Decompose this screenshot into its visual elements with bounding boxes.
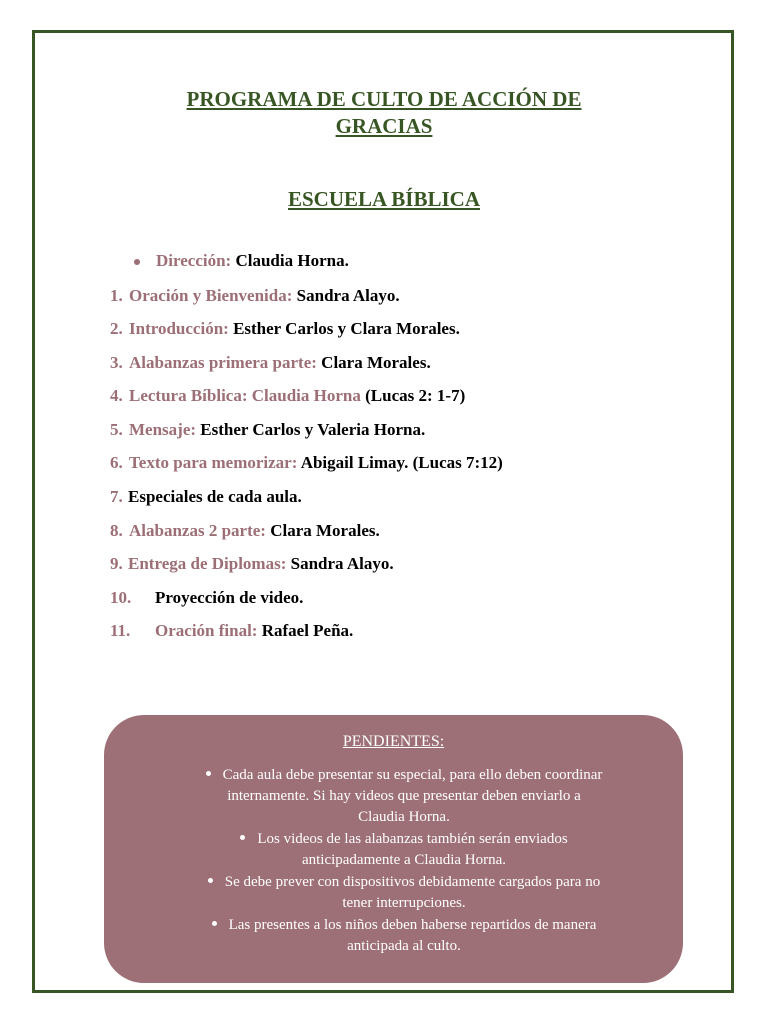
item-number: 9. bbox=[110, 554, 123, 573]
pending-line: Cada aula debe presentar su especial, para ello deben coordinar bbox=[222, 767, 603, 783]
item-label: Oración y Bienvenida: bbox=[129, 286, 293, 305]
item-value: Esther Carlos y Clara Morales. bbox=[233, 319, 460, 338]
pending-line: Las presentes a los niños deben haberse repartidos de manera bbox=[228, 917, 597, 933]
direction-value: Claudia Horna. bbox=[235, 251, 349, 270]
pending-item bbox=[144, 765, 664, 828]
item-value: Abigail Limay. (Lucas 7:12) bbox=[300, 453, 503, 472]
bullet-icon bbox=[240, 835, 245, 840]
item-label: Alabanzas 2 parte: bbox=[129, 521, 266, 540]
item-value: Clara Morales. bbox=[321, 353, 431, 372]
pending-item bbox=[144, 872, 664, 914]
item-number: 10. bbox=[110, 588, 132, 607]
bullet-icon bbox=[206, 771, 211, 776]
item-number: 4. bbox=[110, 386, 123, 405]
item-label: Lectura Bíblica: Claudia Horna bbox=[129, 386, 361, 405]
item-number: 6. bbox=[110, 453, 123, 472]
item-number: 11. bbox=[110, 621, 131, 640]
pending-line: internamente. Si hay videos que presentar deben enviarlo a bbox=[227, 788, 581, 804]
item-number: 1. bbox=[110, 286, 123, 305]
item-number: 8. bbox=[110, 521, 123, 540]
item-value: (Lucas 2: 1-7) bbox=[365, 386, 466, 405]
section-subtitle: ESCUELA BÍBLICA bbox=[288, 187, 480, 211]
pending-title: PENDIENTES: bbox=[342, 733, 445, 750]
pending-box bbox=[104, 715, 683, 983]
bullet-icon bbox=[208, 878, 213, 883]
item-value: Rafael Peña. bbox=[261, 621, 354, 640]
item-number: 3. bbox=[110, 353, 123, 372]
item-label: Mensaje: bbox=[129, 420, 197, 439]
item-label: Oración final: bbox=[155, 621, 258, 640]
item-number: 5. bbox=[110, 420, 123, 439]
pending-line: anticipada al culto. bbox=[347, 938, 461, 954]
bullet-icon bbox=[134, 259, 140, 265]
item-value: Especiales de cada aula. bbox=[128, 487, 302, 506]
pending-line: anticipadamente a Claudia Horna. bbox=[301, 852, 507, 868]
item-value: Sandra Alayo. bbox=[296, 286, 400, 305]
item-number: 7. bbox=[110, 487, 123, 506]
item-label: Entrega de Diplomas: bbox=[128, 554, 287, 573]
item-value: Clara Morales. bbox=[270, 521, 380, 540]
pending-line: Se debe prever con dispositivos debidamente cargados para no bbox=[224, 874, 601, 890]
direction-item bbox=[156, 250, 349, 272]
document-title bbox=[0, 86, 768, 140]
title-line-1: PROGRAMA DE CULTO DE ACCIÓN DE bbox=[186, 87, 582, 111]
pending-line: Claudia Horna. bbox=[358, 809, 450, 825]
item-label: Alabanzas primera parte: bbox=[129, 353, 317, 372]
pending-line: Los videos de las alabanzas también serán enviados bbox=[257, 831, 568, 847]
item-number: 2. bbox=[110, 319, 123, 338]
item-value: Sandra Alayo. bbox=[290, 554, 394, 573]
direction-label: Dirección: bbox=[156, 251, 232, 270]
item-value: Esther Carlos y Valeria Horna. bbox=[200, 420, 426, 439]
pending-item bbox=[144, 829, 664, 871]
item-label: Texto para memorizar: bbox=[129, 453, 298, 472]
title-line-2: GRACIAS bbox=[335, 114, 433, 138]
pending-line: tener interrupciones. bbox=[342, 895, 466, 911]
pending-item bbox=[144, 915, 664, 957]
item-label: Introducción: bbox=[129, 319, 229, 338]
item-value: Proyección de video. bbox=[155, 588, 304, 607]
bullet-icon bbox=[212, 921, 217, 926]
